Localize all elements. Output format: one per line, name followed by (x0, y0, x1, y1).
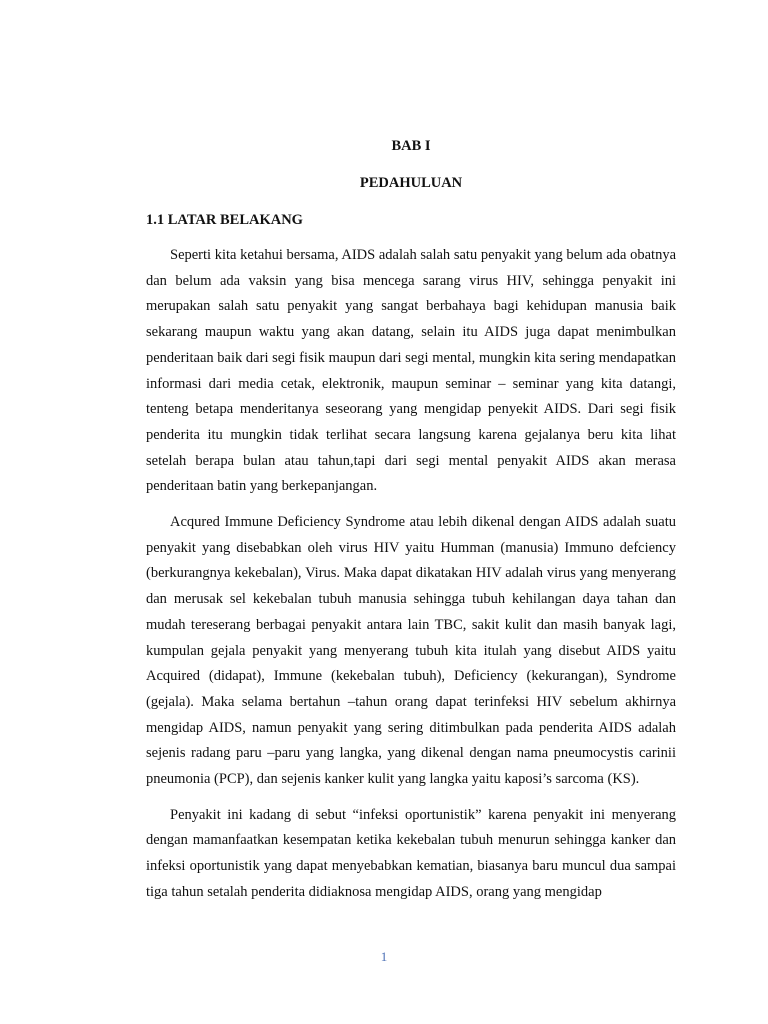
paragraph-2: Acqured Immune Deficiency Syndrome atau lebih dikenal dengan AIDS adalah suatu penyakit yang disebabkan oleh virus HIV yaitu Humman (manusia) Immuno defciency (berkurangnya kekebalan), Virus. Maka dapat dikatakan HIV adalah virus yang menyerang dan merusak sel kekebalan tubuh manusia sehingga tubuh kehilangan daya tahan dan mudah tereserang berbagai penyakit antara lain TBC, sakit kulit dan masih banyak lagi, kumpulan gejala penyakit yang menyerang tubuh kita itulah yang disebut AIDS yaitu Acquired (didapat), Immune (kekebalan tubuh), Deficiency (kekurangan), Syndrome (gejala). Maka selama bertahun –tahun orang dapat terinfeksi HIV sebelum akhirnya mengidap AIDS, namun penyakit yang sering ditimbulkan pada penderita AIDS adalah sejenis radang paru –paru yang langka, yang dikenal dengan nama pneumocystis carinii pneumonia (PCP), dan sejenis kanker kulit yang langka yaitu kaposi’s sarcoma (KS). (146, 514, 676, 788)
section-heading: 1.1 LATAR BELAKANG (146, 212, 303, 228)
paragraph-3: Penyakit ini kadang di sebut “infeksi oportunistik” karena penyakit ini menyerang dengan mamanfaatkan kesempatan ketika kekebalan tubuh menurun sehingga kanker dan infeksi oportunistik yang dapat menyebabkan kematian, biasanya baru muncul dua sampai tiga tahun setalah penderita didiaknosa mengidap AIDS, orang yang mengidap (146, 806, 676, 900)
page-content (146, 136, 676, 916)
chapter-label: BAB I (391, 138, 431, 154)
paragraph-1: Seperti kita ketahui bersama, AIDS adalah salah satu penyakit yang belum ada obatnya dan belum ada vaksin yang bisa mencega sarang virus HIV, sehingga penyakit ini merupakan salah satu penyakit yang sangat berbahaya bagi kehidupan manusia baik sekarang maupun waktu yang akan datang, selain itu AIDS juga dapat menimbulkan penderitaan baik dari segi fisik maupun dari segi mental, mungkin kita sering mendapatkan informasi dari media cetak, elektronik, maupun seminar – seminar yang kita datangi, tenteng betapa menderitanya seseorang yang mengidap penyekit AIDS. Dari segi fisik penderita itu mungkin tidak terlihat secara langsung karena gejalanya beru kita lihat setelah berapa bulan atau tahun,tapi dari segi mental penyakit AIDS akan merasa penderitaan batin yang berkepanjangan. (146, 247, 676, 495)
page-number: 1 (380, 949, 388, 964)
chapter-title: PEDAHULUAN (359, 175, 463, 191)
